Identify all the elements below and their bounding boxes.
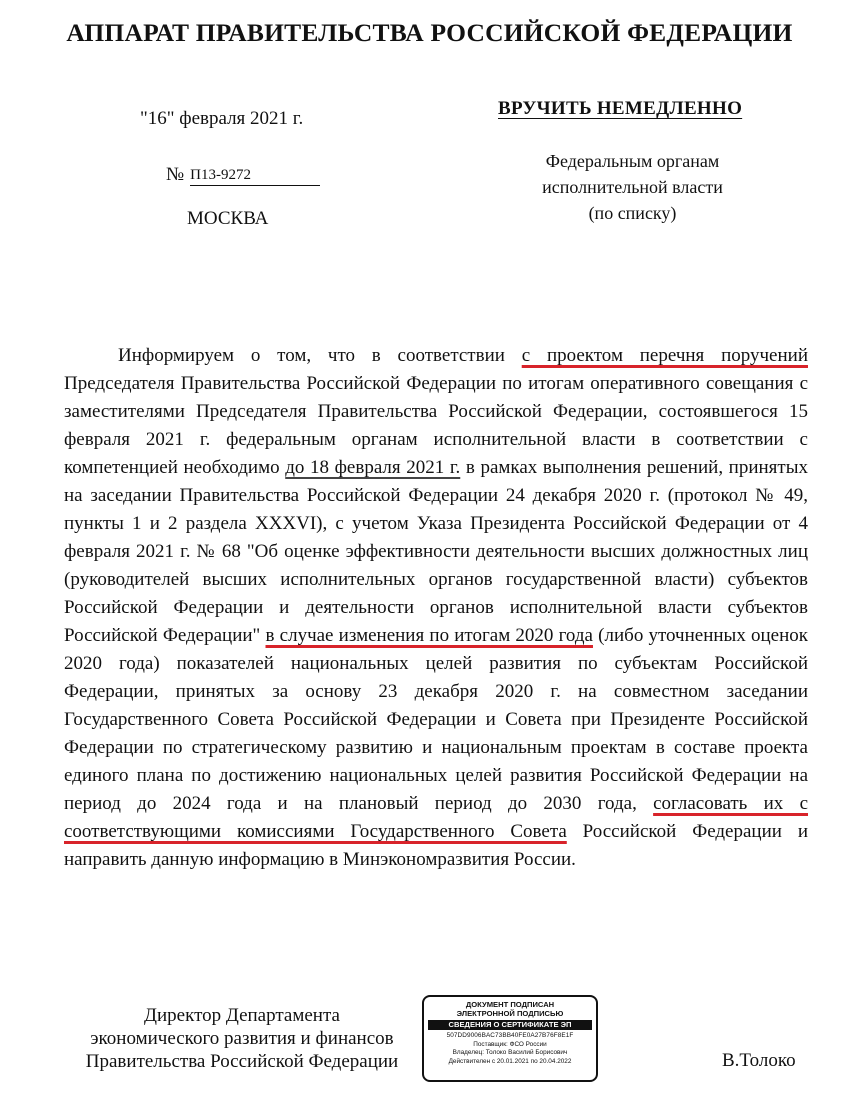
electronic-signature-stamp: [422, 995, 598, 1082]
signatory-title-line-1: Директор Департамента: [144, 1005, 340, 1026]
recipient-block: [480, 148, 785, 226]
number-sign: №: [166, 164, 185, 185]
letter-body: [64, 342, 808, 874]
recipient-line-1: Федеральным органам: [545, 151, 720, 171]
signatory-title: [64, 1004, 420, 1073]
recipient-line-3: (по списку): [588, 203, 677, 223]
highlight-draft-instructions: с проектом перечня поручений: [521, 345, 808, 366]
body-text-1: Информируем о том, что в соответствии: [118, 345, 522, 366]
document-number: П13-9272: [190, 166, 320, 186]
signer-name: В.Толоко: [722, 1050, 796, 1071]
body-text-4: (либо уточненных оценок 2020 года) показателей национальных целей развития по субъектам Российской Федерации, принятых за основу 23 декабря 2020 г. на совместном заседании Государственного Совета Российской Федерации и Совета при Президенте Российской Федерации по стратегическому развитию и национальным проектам в составе проекта единого плана по достижению национальных целей развития Российской Федерации на период до 2024 года и на плановый период до 2030 года,: [64, 625, 809, 814]
stamp-validity: Действителен с 20.01.2021 по 20.04.2022: [448, 1057, 572, 1065]
highlight-deadline: до 18 февраля 2021 г.: [285, 457, 461, 478]
urgency-label: ВРУЧИТЬ НЕМЕДЛЕННО: [498, 98, 743, 119]
document-city: МОСКВА: [187, 208, 269, 229]
body-text-2: Председателя Правительства Российской Федерации по итогам оперативного совещания с заместителями Председателя Правительства Российской Федерации, состоявшегося 15 февраля 2021 г. федеральным органам исполнительной власти в соответствии с компетенцией необходимо: [64, 373, 808, 478]
highlight-change-condition: в случае изменения по итогам 2020 года: [265, 625, 593, 646]
document-date: "16" февраля 2021 г.: [140, 108, 304, 129]
stamp-owner: Владелец: Толоко Василий Борисович: [452, 1049, 568, 1056]
stamp-certificate-bar: СВЕДЕНИЯ О СЕРТИФИКАТЕ ЭП: [428, 1020, 592, 1030]
body-text-3: в рамках выполнения решений, принятых на заседании Правительства Российской Федерации 24 декабря 2020 г. (протокол № 49, пункты 1 и 2 раздела XXXVI), с учетом Указа Президента Российской Федерации от 4 февраля 2021 г. № 68 "Об оценке эффективности деятельности высших должностных лиц (руководителей высших исполнительных органов государственной власти) субъектов Российской Федерации и деятельности органов исполнительной власти субъектов Российской Федерации": [64, 457, 808, 646]
document-number-line: [166, 164, 320, 186]
body-text-5: Российской Федерации и направить данную информацию в Минэкономразвития России.: [64, 821, 808, 870]
stamp-serial: 507DD9006BAC73BB40FE0A27B76F8E1F: [446, 1032, 574, 1039]
highlight-coordinate-commissions: согласовать их с соответствующими комиссиями Государственного Совета: [64, 793, 809, 842]
organization-header: АППАРАТ ПРАВИТЕЛЬСТВА РОССИЙСКОЙ ФЕДЕРАЦИИ: [66, 18, 793, 47]
signatory-title-line-2: экономического развития и финансов: [90, 1028, 394, 1049]
stamp-line-1: ДОКУМЕНТ ПОДПИСАН: [465, 1000, 555, 1009]
recipient-line-2: исполнительной власти: [542, 177, 723, 197]
signatory-title-line-3: Правительства Российской Федерации: [85, 1051, 399, 1072]
stamp-issuer: Поставщик: ФСО России: [473, 1040, 547, 1048]
stamp-line-2: ЭЛЕКТРОННОЙ ПОДПИСЬЮ: [456, 1009, 564, 1018]
